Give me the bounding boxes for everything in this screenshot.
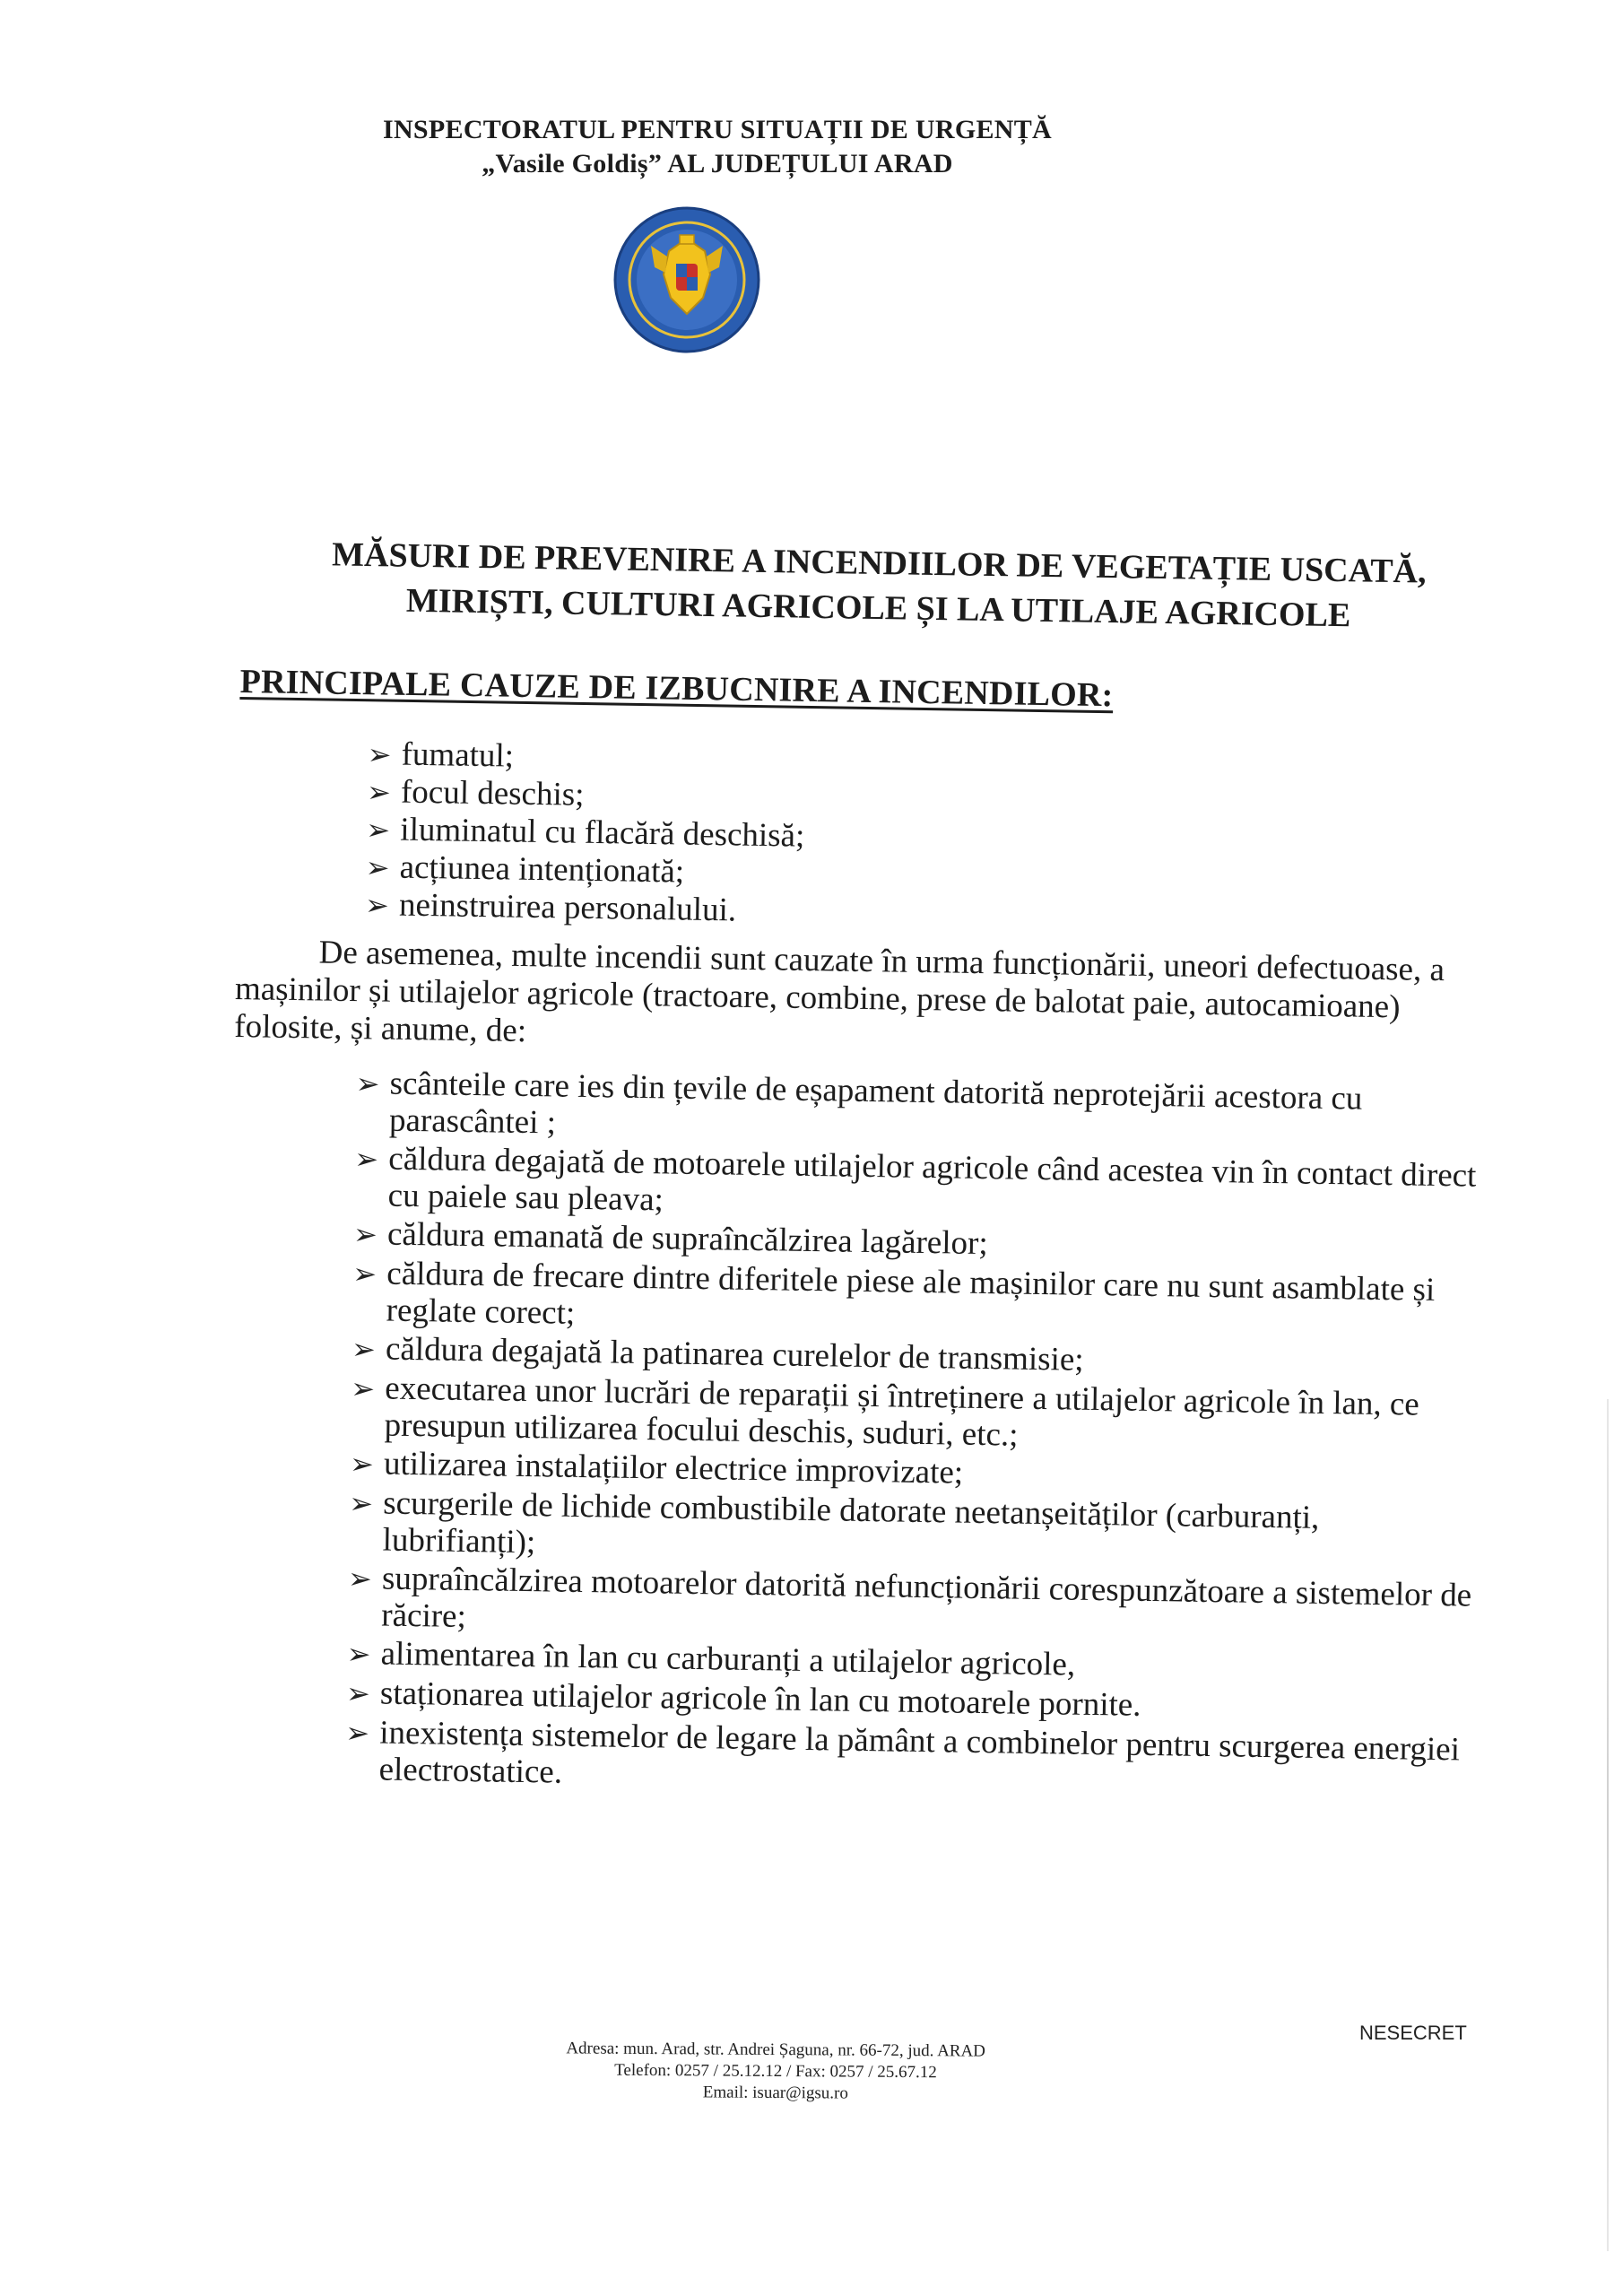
footer-phone: Telefon: 0257 / 25.12.12 / Fax: 0257 / 25.67.12 xyxy=(614,2060,937,2083)
arrowhead-bullet-icon: ➢ xyxy=(349,1486,374,1520)
arrowhead-bullet-icon: ➢ xyxy=(367,737,392,771)
list-item: ➢ focul deschis; xyxy=(366,773,585,813)
factors-list xyxy=(344,1065,1486,1807)
arrowhead-bullet-icon: ➢ xyxy=(366,813,391,847)
intro-paragraph: De asemenea, multe incendii sunt cauzate în urma funcționării, uneori defectuoase, a mașinilor și utilajelor agricole (tractoare, combine, prese de balotat paie, autocamioane) folosite, și anume, de: xyxy=(234,934,1445,1050)
title-line-1: MĂSURI DE PREVENIRE A INCENDIILOR DE VEGETAȚIE USCATĂ, xyxy=(331,535,1427,591)
list-item: ➢ alimentarea în lan cu carburanți a utilajelor agricole, xyxy=(346,1635,1076,1683)
footer-address: Adresa: mun. Arad, str. Andrei Șaguna, nr. 66-72, jud. ARAD xyxy=(566,2039,986,2061)
arrowhead-bullet-icon: ➢ xyxy=(351,1332,377,1366)
list-item: ➢ utilizarea instalațiilor electrice improvizate; xyxy=(349,1445,964,1492)
scan-edge-line xyxy=(1607,1399,1609,2251)
arrowhead-bullet-icon: ➢ xyxy=(346,1637,371,1671)
list-item: ➢ scânteile care ies din țevile de eșapament datorită neprotejării acestora cu parascântei ; xyxy=(355,1065,1363,1142)
arrowhead-bullet-icon: ➢ xyxy=(345,1676,371,1710)
document-title xyxy=(66,528,1623,643)
list-item: ➢ acțiunea intenționată; xyxy=(365,848,685,891)
title-line-2: MIRIȘTI, CULTURI AGRICOLE ȘI LA UTILAJE AGRICOLE xyxy=(405,581,1351,635)
institution-name: INSPECTORATUL PENTRU SITUAȚII DE URGENȚĂ xyxy=(382,115,1053,144)
list-item: ➢ staționarea utilajelor agricole în lan cu motoarele pornite. xyxy=(345,1674,1141,1724)
arrowhead-bullet-icon: ➢ xyxy=(364,888,390,922)
list-item: ➢ neinstruirea personalului. xyxy=(364,886,737,929)
list-item: ➢ fumatul; xyxy=(367,735,515,775)
footer-contact xyxy=(0,2034,1587,2110)
arrowhead-bullet-icon: ➢ xyxy=(352,1217,378,1251)
section-heading: PRINCIPALE CAUZE DE IZBUCNIRE A INCENDILOR: xyxy=(239,662,1114,715)
arrowhead-bullet-icon: ➢ xyxy=(352,1257,378,1291)
list-item: ➢ supraîncălzirea motoarelor datorită nefuncționării corespunzătoare a sistemelor de răcire; xyxy=(347,1560,1472,1636)
institution-county: „Vasile Goldiș” AL JUDEȚULUI ARAD xyxy=(482,149,953,178)
list-item: ➢ iluminatul cu flacără deschisă; xyxy=(366,811,805,855)
causes-list xyxy=(365,735,806,931)
institution-header xyxy=(0,113,1529,181)
coat-of-arms-seal-icon xyxy=(612,204,762,355)
arrowhead-bullet-icon: ➢ xyxy=(366,775,392,809)
list-item: ➢ căldura degajată la patinarea curelelor de transmisie; xyxy=(351,1330,1084,1378)
classification-label: NESECRET xyxy=(1359,2022,1467,2044)
arrowhead-bullet-icon: ➢ xyxy=(365,850,390,884)
list-item: ➢ căldura emanată de supraîncălzirea lagărelor; xyxy=(352,1215,988,1263)
arrowhead-bullet-icon: ➢ xyxy=(347,1561,373,1596)
list-item: ➢ inexistența sistemelor de legare la pământ a combinelor pentru scurgerea energiei electrostatice. xyxy=(345,1714,1461,1791)
list-item: ➢ căldura de frecare dintre diferitele piese ale mașinilor care nu sunt asamblate și reglate corect; xyxy=(352,1255,1436,1332)
list-item: ➢ executarea unor lucrări de reparații și întreținere a utilajelor agricole în lan, ce presupun utilizarea focului deschis, suduri, etc.; xyxy=(351,1370,1420,1454)
list-item: ➢ căldura degajată de motoarele utilajelor agricole când acestea vin în contact direct cu paiele sau pleava; xyxy=(354,1140,1477,1219)
list-item: ➢ scurgerile de lichide combustibile datorate neetanșeităților (carburanți, lubrifianți); xyxy=(349,1484,1320,1561)
arrowhead-bullet-icon: ➢ xyxy=(354,1142,379,1176)
footer-email: Email: isuar@igsu.ro xyxy=(702,2083,848,2103)
arrowhead-bullet-icon: ➢ xyxy=(345,1716,370,1750)
arrowhead-bullet-icon: ➢ xyxy=(351,1371,376,1405)
arrowhead-bullet-icon: ➢ xyxy=(355,1066,380,1100)
arrowhead-bullet-icon: ➢ xyxy=(349,1447,375,1481)
